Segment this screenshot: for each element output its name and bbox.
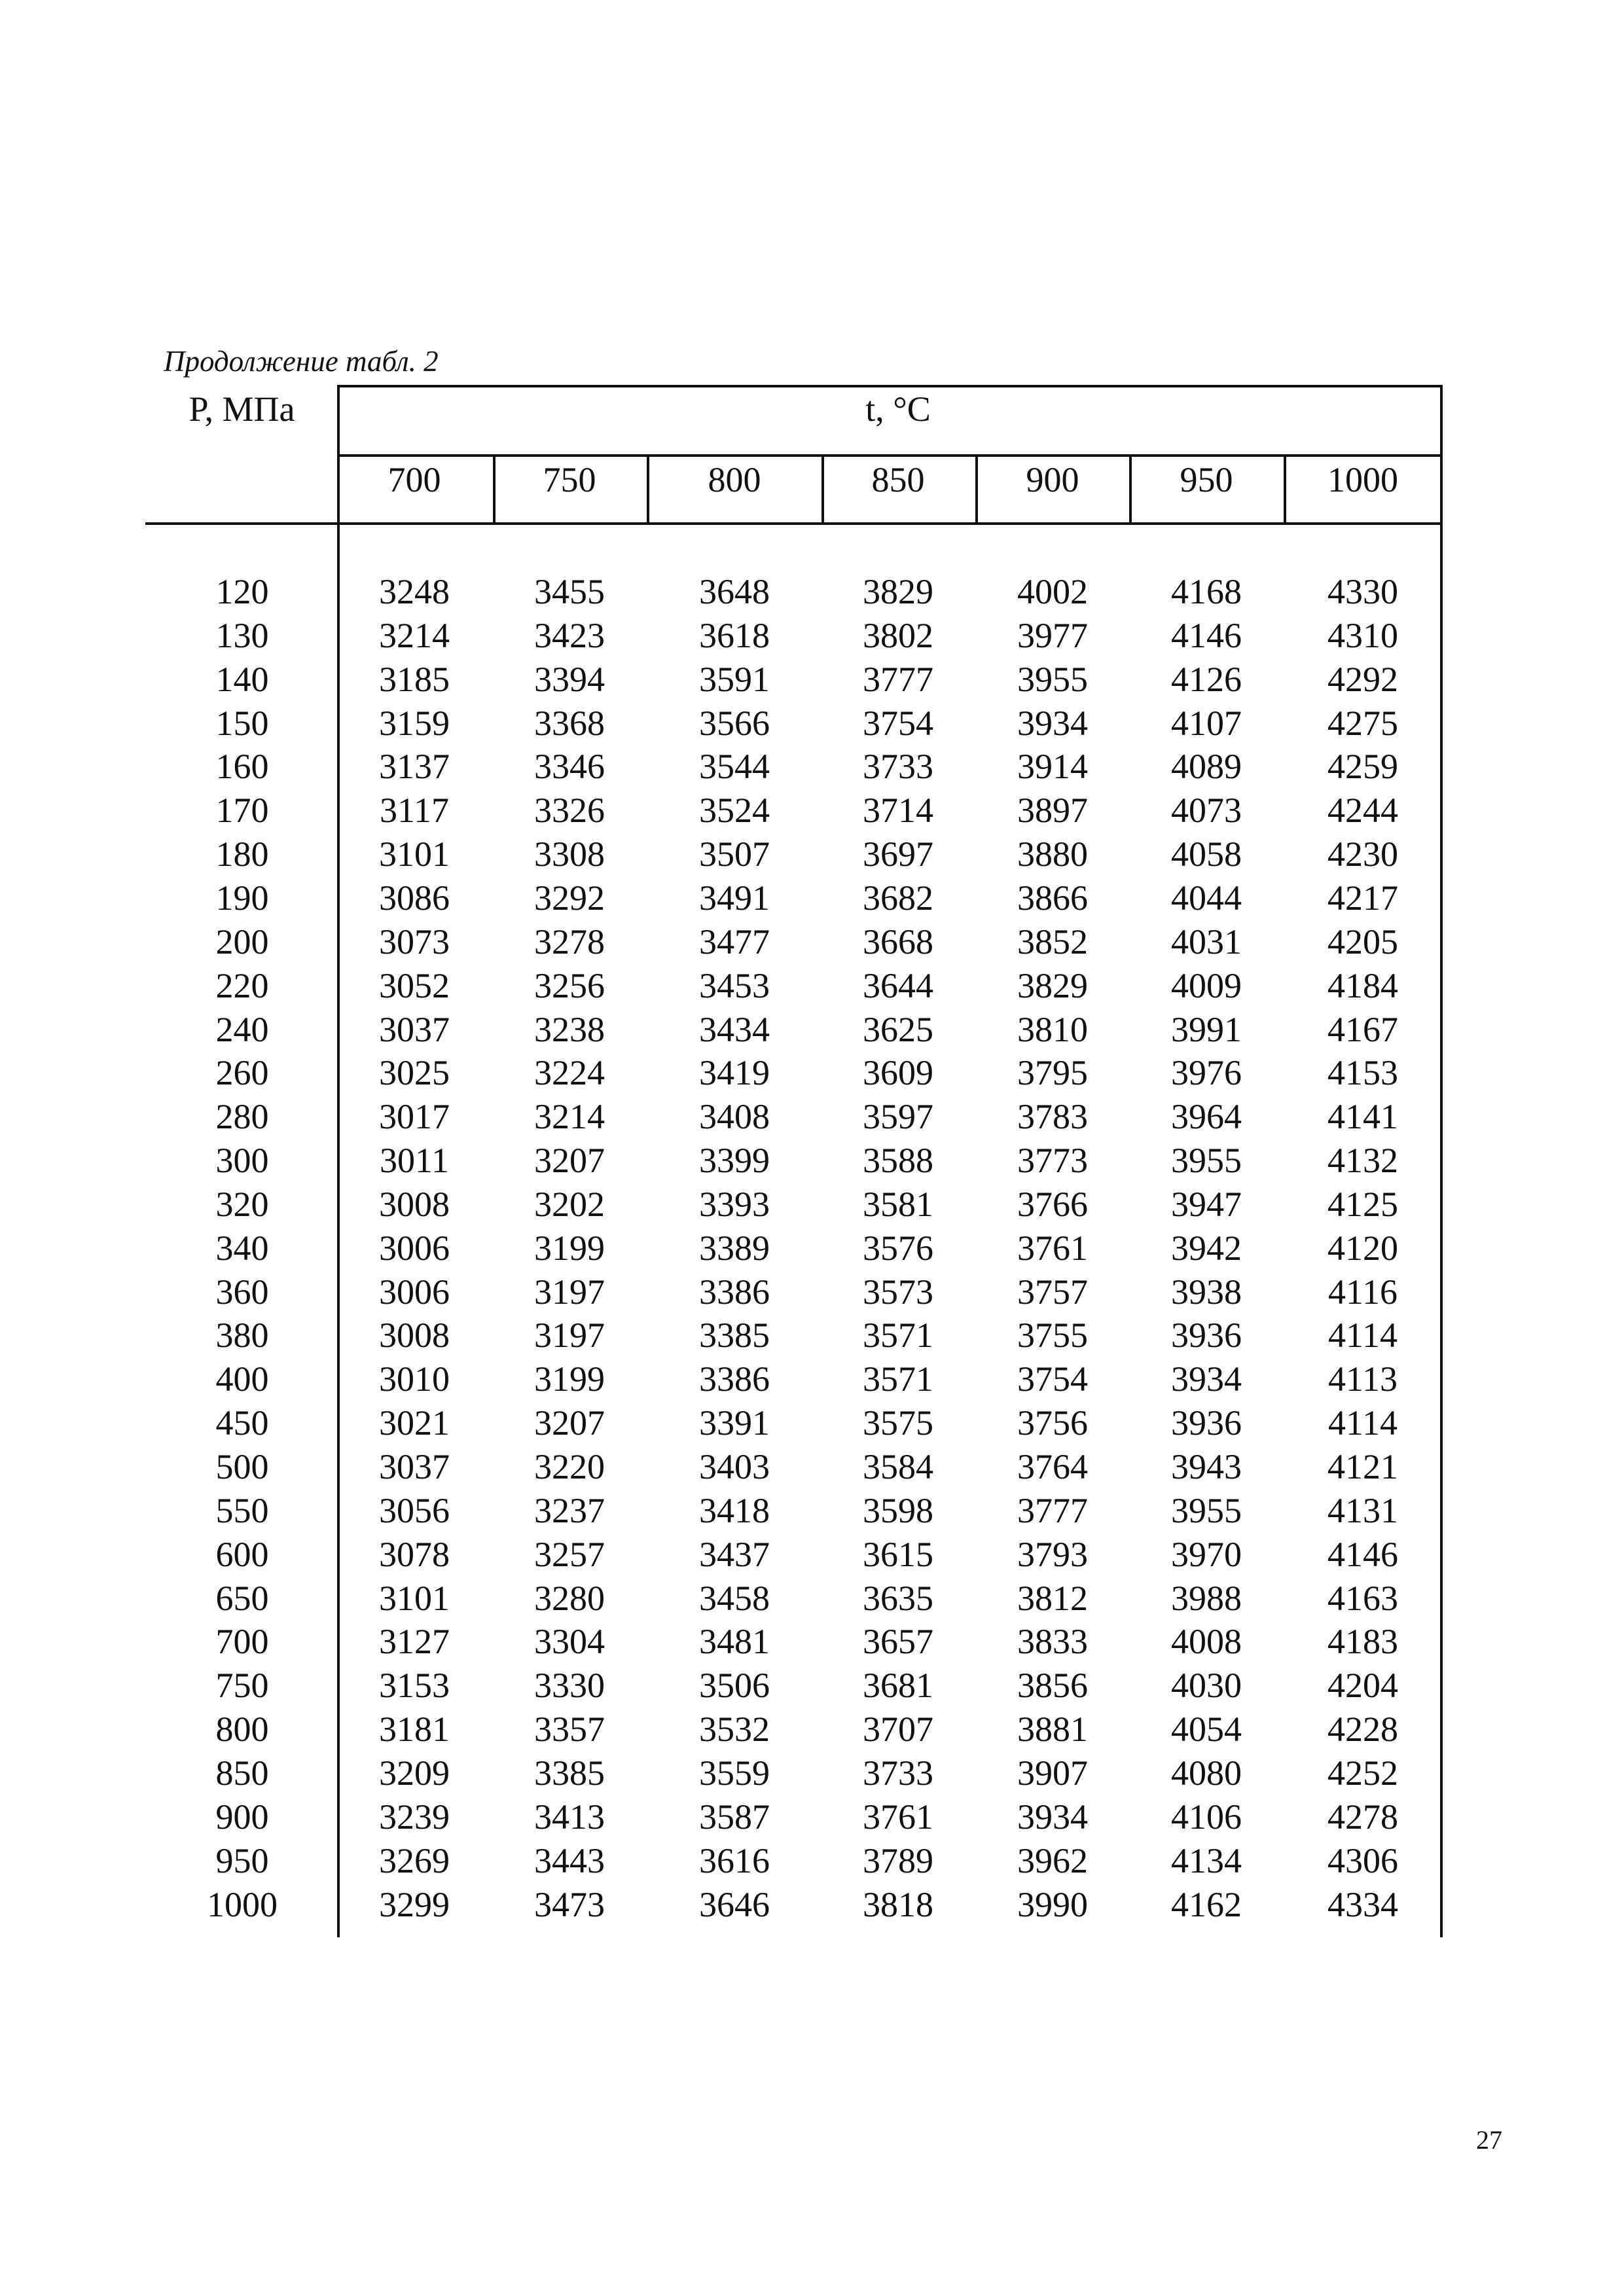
value-cell: 3615 [863, 1534, 933, 1574]
value-cell: 4217 [1327, 878, 1398, 918]
pressure-cell: 450 [215, 1403, 269, 1443]
value-cell: 3006 [379, 1228, 450, 1268]
value-cell: 3588 [863, 1141, 933, 1181]
value-cell: 4121 [1327, 1447, 1398, 1486]
table-row [0, 1227, 1624, 1270]
value-cell: 3346 [534, 747, 605, 787]
value-cell: 3934 [1017, 703, 1088, 743]
value-cell: 3793 [1017, 1534, 1088, 1574]
value-cell: 4334 [1327, 1884, 1398, 1924]
value-cell: 3773 [1017, 1141, 1088, 1181]
table-row [0, 1401, 1624, 1444]
value-cell: 3159 [379, 703, 450, 743]
value-cell: 4058 [1171, 834, 1242, 874]
value-cell: 3795 [1017, 1053, 1088, 1093]
value-cell: 3389 [699, 1228, 770, 1268]
pressure-cell: 280 [215, 1097, 269, 1137]
value-cell: 3394 [534, 659, 605, 699]
value-cell: 3025 [379, 1053, 450, 1093]
value-cell: 4132 [1327, 1141, 1398, 1181]
pressure-cell: 700 [215, 1622, 269, 1662]
temperature-column-header: 800 [708, 460, 761, 499]
value-cell: 4030 [1171, 1666, 1242, 1706]
value-cell: 3423 [534, 615, 605, 655]
temperature-column-divider [1284, 454, 1286, 525]
value-cell: 4252 [1327, 1753, 1398, 1793]
value-cell: 4031 [1171, 922, 1242, 961]
value-cell: 3598 [863, 1490, 933, 1530]
pressure-cell: 800 [215, 1710, 269, 1749]
value-cell: 3777 [863, 659, 933, 699]
table-row [0, 1839, 1624, 1882]
pressure-cell: 400 [215, 1359, 269, 1399]
table-row [0, 1489, 1624, 1532]
table-row [0, 876, 1624, 920]
pressure-cell: 140 [215, 659, 269, 699]
value-cell: 3881 [1017, 1710, 1088, 1749]
value-cell: 3073 [379, 922, 450, 961]
temperature-column-header: 850 [871, 460, 925, 499]
value-cell: 3597 [863, 1097, 933, 1137]
value-cell: 3278 [534, 922, 605, 961]
value-cell: 4310 [1327, 615, 1398, 655]
value-cell: 3239 [379, 1797, 450, 1837]
value-cell: 4106 [1171, 1797, 1242, 1837]
value-cell: 3455 [534, 572, 605, 611]
value-cell: 3934 [1171, 1359, 1242, 1399]
value-cell: 3506 [699, 1666, 770, 1706]
value-cell: 3812 [1017, 1578, 1088, 1618]
value-cell: 3707 [863, 1710, 933, 1749]
value-cell: 3304 [534, 1622, 605, 1662]
value-cell: 3256 [534, 965, 605, 1005]
value-cell: 4228 [1327, 1710, 1398, 1749]
value-cell: 3507 [699, 834, 770, 874]
table-row [0, 614, 1624, 657]
value-cell: 3955 [1171, 1141, 1242, 1181]
value-cell: 3434 [699, 1009, 770, 1049]
value-cell: 3733 [863, 747, 933, 787]
table-row [0, 1883, 1624, 1926]
value-cell: 4259 [1327, 747, 1398, 787]
table-row [0, 1751, 1624, 1795]
value-cell: 3936 [1171, 1316, 1242, 1355]
table-row [0, 1183, 1624, 1226]
value-cell: 4126 [1171, 659, 1242, 699]
value-cell: 4292 [1327, 659, 1398, 699]
value-cell: 3559 [699, 1753, 770, 1793]
table-row [0, 964, 1624, 1007]
value-cell: 3477 [699, 922, 770, 961]
value-cell: 3755 [1017, 1316, 1088, 1355]
pressure-cell: 950 [215, 1840, 269, 1880]
table-caption: Продолжение табл. 2 [164, 345, 439, 378]
value-cell: 3393 [699, 1184, 770, 1224]
value-cell: 3576 [863, 1228, 933, 1268]
pressure-column-header: P, МПа [189, 389, 295, 429]
value-cell: 3386 [699, 1359, 770, 1399]
value-cell: 3197 [534, 1272, 605, 1312]
value-cell: 3682 [863, 878, 933, 918]
pressure-cell: 320 [215, 1184, 269, 1224]
value-cell: 3368 [534, 703, 605, 743]
value-cell: 3052 [379, 965, 450, 1005]
value-cell: 3938 [1171, 1272, 1242, 1312]
value-cell: 4167 [1327, 1009, 1398, 1049]
value-cell: 3697 [863, 834, 933, 874]
table-row [0, 1795, 1624, 1839]
pressure-cell: 260 [215, 1053, 269, 1093]
value-cell: 4146 [1327, 1534, 1398, 1574]
value-cell: 3856 [1017, 1666, 1088, 1706]
value-cell: 3581 [863, 1184, 933, 1224]
temperature-column-header: 700 [388, 460, 441, 499]
value-cell: 3010 [379, 1359, 450, 1399]
table-row [0, 920, 1624, 963]
value-cell: 4168 [1171, 572, 1242, 611]
pressure-cell: 500 [215, 1447, 269, 1486]
pressure-cell: 380 [215, 1316, 269, 1355]
value-cell: 3437 [699, 1534, 770, 1574]
value-cell: 3584 [863, 1447, 933, 1486]
pressure-cell: 900 [215, 1797, 269, 1837]
value-cell: 3181 [379, 1710, 450, 1749]
table-row [0, 1095, 1624, 1138]
table-row [0, 1008, 1624, 1051]
value-cell: 3453 [699, 965, 770, 1005]
value-cell: 3970 [1171, 1534, 1242, 1574]
table-row [0, 789, 1624, 832]
value-cell: 3544 [699, 747, 770, 787]
value-cell: 3185 [379, 659, 450, 699]
value-cell: 3766 [1017, 1184, 1088, 1224]
page-number: 27 [1476, 2125, 1502, 2155]
pressure-cell: 360 [215, 1272, 269, 1312]
table-row [0, 702, 1624, 745]
value-cell: 3408 [699, 1097, 770, 1137]
value-cell: 3635 [863, 1578, 933, 1618]
pressure-cell: 340 [215, 1228, 269, 1268]
table-row [0, 833, 1624, 876]
value-cell: 4120 [1327, 1228, 1398, 1268]
value-cell: 3202 [534, 1184, 605, 1224]
temperature-column-header: 1000 [1327, 460, 1398, 499]
value-cell: 3299 [379, 1884, 450, 1924]
value-cell: 3199 [534, 1359, 605, 1399]
pressure-cell: 130 [215, 615, 269, 655]
value-cell: 3037 [379, 1447, 450, 1486]
table-row [0, 1051, 1624, 1094]
value-cell: 3829 [1017, 965, 1088, 1005]
temperature-group-header: t, °C [865, 389, 931, 429]
value-cell: 3646 [699, 1884, 770, 1924]
value-cell: 4134 [1171, 1840, 1242, 1880]
value-cell: 3532 [699, 1710, 770, 1749]
value-cell: 3214 [379, 615, 450, 655]
value-cell: 3257 [534, 1534, 605, 1574]
value-cell: 4141 [1327, 1097, 1398, 1137]
value-cell: 3943 [1171, 1447, 1242, 1486]
value-cell: 3137 [379, 747, 450, 787]
value-cell: 3575 [863, 1403, 933, 1443]
pressure-cell: 120 [215, 572, 269, 611]
value-cell: 3008 [379, 1184, 450, 1224]
table-row [0, 1139, 1624, 1182]
value-cell: 4114 [1328, 1403, 1398, 1443]
value-cell: 4125 [1327, 1184, 1398, 1224]
value-cell: 3644 [863, 965, 933, 1005]
value-cell: 3386 [699, 1272, 770, 1312]
pressure-cell: 160 [215, 747, 269, 787]
value-cell: 3101 [379, 1578, 450, 1618]
value-cell: 3990 [1017, 1884, 1088, 1924]
value-cell: 4278 [1327, 1797, 1398, 1837]
pressure-cell: 750 [215, 1666, 269, 1706]
value-cell: 3761 [863, 1797, 933, 1837]
value-cell: 3833 [1017, 1622, 1088, 1662]
pressure-cell: 550 [215, 1490, 269, 1530]
value-cell: 3006 [379, 1272, 450, 1312]
value-cell: 3491 [699, 878, 770, 918]
temperature-subheader-rule [337, 454, 1443, 457]
table-row [0, 1357, 1624, 1401]
value-cell: 4162 [1171, 1884, 1242, 1924]
value-cell: 4306 [1327, 1840, 1398, 1880]
value-cell: 4116 [1328, 1272, 1398, 1312]
value-cell: 3756 [1017, 1403, 1088, 1443]
value-cell: 3078 [379, 1534, 450, 1574]
value-cell: 4080 [1171, 1753, 1242, 1793]
value-cell: 3587 [699, 1797, 770, 1837]
value-cell: 3207 [534, 1141, 605, 1181]
value-cell: 3616 [699, 1840, 770, 1880]
pressure-cell: 200 [215, 922, 269, 961]
value-cell: 3648 [699, 572, 770, 611]
value-cell: 4008 [1171, 1622, 1242, 1662]
value-cell: 4163 [1327, 1578, 1398, 1618]
value-cell: 3789 [863, 1840, 933, 1880]
value-cell: 3783 [1017, 1097, 1088, 1137]
pressure-cell: 850 [215, 1753, 269, 1793]
value-cell: 3037 [379, 1009, 450, 1049]
value-cell: 4089 [1171, 747, 1242, 787]
value-cell: 4009 [1171, 965, 1242, 1005]
value-cell: 3399 [699, 1141, 770, 1181]
pressure-cell: 240 [215, 1009, 269, 1049]
value-cell: 3977 [1017, 615, 1088, 655]
value-cell: 3326 [534, 791, 605, 831]
value-cell: 3101 [379, 834, 450, 874]
table-row [0, 1445, 1624, 1488]
value-cell: 3197 [534, 1316, 605, 1355]
value-cell: 4244 [1327, 791, 1398, 831]
table-row [0, 1708, 1624, 1751]
value-cell: 3818 [863, 1884, 933, 1924]
temperature-column-divider [647, 454, 649, 525]
temperature-column-header: 900 [1026, 460, 1079, 499]
value-cell: 4230 [1327, 834, 1398, 874]
value-cell: 3385 [699, 1316, 770, 1355]
value-cell: 3936 [1171, 1403, 1242, 1443]
value-cell: 3008 [379, 1316, 450, 1355]
value-cell: 3777 [1017, 1490, 1088, 1530]
value-cell: 3207 [534, 1403, 605, 1443]
value-cell: 4146 [1171, 615, 1242, 655]
value-cell: 3153 [379, 1666, 450, 1706]
value-cell: 4184 [1327, 965, 1398, 1005]
value-cell: 3220 [534, 1447, 605, 1486]
value-cell: 3802 [863, 615, 933, 655]
value-cell: 3199 [534, 1228, 605, 1268]
pressure-cell: 220 [215, 965, 269, 1005]
value-cell: 3625 [863, 1009, 933, 1049]
value-cell: 3237 [534, 1490, 605, 1530]
value-cell: 3942 [1171, 1228, 1242, 1268]
value-cell: 3209 [379, 1753, 450, 1793]
value-cell: 3757 [1017, 1272, 1088, 1312]
table-row [0, 745, 1624, 788]
value-cell: 3754 [863, 703, 933, 743]
value-cell: 3403 [699, 1447, 770, 1486]
value-cell: 3443 [534, 1840, 605, 1880]
table-row [0, 570, 1624, 613]
value-cell: 4204 [1327, 1666, 1398, 1706]
value-cell: 3269 [379, 1840, 450, 1880]
value-cell: 3011 [380, 1141, 449, 1181]
value-cell: 3829 [863, 572, 933, 611]
value-cell: 3566 [699, 703, 770, 743]
value-cell: 4205 [1327, 922, 1398, 961]
value-cell: 3419 [699, 1053, 770, 1093]
value-cell: 3021 [379, 1403, 450, 1443]
value-cell: 3571 [863, 1316, 933, 1355]
value-cell: 3330 [534, 1666, 605, 1706]
value-cell: 3880 [1017, 834, 1088, 874]
value-cell: 3573 [863, 1272, 933, 1312]
value-cell: 3714 [863, 791, 933, 831]
value-cell: 3292 [534, 878, 605, 918]
value-cell: 3357 [534, 1710, 605, 1749]
value-cell: 4114 [1328, 1316, 1398, 1355]
table-row [0, 1620, 1624, 1663]
value-cell: 4107 [1171, 703, 1242, 743]
value-cell: 3248 [379, 572, 450, 611]
value-cell: 3657 [863, 1622, 933, 1662]
value-cell: 3947 [1171, 1184, 1242, 1224]
value-cell: 3914 [1017, 747, 1088, 787]
temperature-column-header: 950 [1180, 460, 1233, 499]
value-cell: 3609 [863, 1053, 933, 1093]
value-cell: 3668 [863, 922, 933, 961]
pressure-cell: 600 [215, 1534, 269, 1574]
value-cell: 3127 [379, 1622, 450, 1662]
header-bottom-rule [145, 522, 1443, 525]
value-cell: 3473 [534, 1884, 605, 1924]
value-cell: 4330 [1327, 572, 1398, 611]
value-cell: 3117 [380, 791, 449, 831]
value-cell: 3761 [1017, 1228, 1088, 1268]
value-cell: 3524 [699, 791, 770, 831]
value-cell: 3238 [534, 1009, 605, 1049]
value-cell: 3681 [863, 1666, 933, 1706]
value-cell: 3481 [699, 1622, 770, 1662]
value-cell: 4073 [1171, 791, 1242, 831]
pressure-cell: 180 [215, 834, 269, 874]
value-cell: 3308 [534, 834, 605, 874]
value-cell: 3086 [379, 878, 450, 918]
value-cell: 4054 [1171, 1710, 1242, 1749]
value-cell: 3934 [1017, 1797, 1088, 1837]
table-row [0, 1664, 1624, 1707]
value-cell: 4002 [1017, 572, 1088, 611]
value-cell: 4183 [1327, 1622, 1398, 1662]
value-cell: 3591 [699, 659, 770, 699]
value-cell: 3988 [1171, 1578, 1242, 1618]
pressure-cell: 300 [215, 1141, 269, 1181]
value-cell: 3964 [1171, 1097, 1242, 1137]
value-cell: 3391 [699, 1403, 770, 1443]
value-cell: 4113 [1328, 1359, 1398, 1399]
value-cell: 3907 [1017, 1753, 1088, 1793]
value-cell: 3754 [1017, 1359, 1088, 1399]
value-cell: 3413 [534, 1797, 605, 1837]
value-cell: 3571 [863, 1359, 933, 1399]
value-cell: 3810 [1017, 1009, 1088, 1049]
pressure-cell: 190 [215, 878, 269, 918]
pressure-cell: 170 [215, 791, 269, 831]
value-cell: 4131 [1327, 1490, 1398, 1530]
value-cell: 4044 [1171, 878, 1242, 918]
value-cell: 4275 [1327, 703, 1398, 743]
value-cell: 3056 [379, 1490, 450, 1530]
value-cell: 3897 [1017, 791, 1088, 831]
value-cell: 3764 [1017, 1447, 1088, 1486]
value-cell: 3733 [863, 1753, 933, 1793]
value-cell: 3991 [1171, 1009, 1242, 1049]
value-cell: 3418 [699, 1490, 770, 1530]
value-cell: 3955 [1017, 659, 1088, 699]
temperature-column-header: 750 [543, 460, 596, 499]
value-cell: 3618 [699, 615, 770, 655]
value-cell: 3976 [1171, 1053, 1242, 1093]
pressure-cell: 150 [215, 703, 269, 743]
value-cell: 3866 [1017, 878, 1088, 918]
table-row [0, 1533, 1624, 1576]
pressure-cell: 650 [215, 1578, 269, 1618]
table-row [0, 658, 1624, 701]
pressure-cell: 1000 [207, 1884, 278, 1924]
table-row [0, 1577, 1624, 1620]
value-cell: 3962 [1017, 1840, 1088, 1880]
value-cell: 3224 [534, 1053, 605, 1093]
table-row [0, 1314, 1624, 1357]
value-cell: 3458 [699, 1578, 770, 1618]
value-cell: 3955 [1171, 1490, 1242, 1530]
value-cell: 3385 [534, 1753, 605, 1793]
value-cell: 4153 [1327, 1053, 1398, 1093]
value-cell: 3214 [534, 1097, 605, 1137]
value-cell: 3017 [379, 1097, 450, 1137]
value-cell: 3280 [534, 1578, 605, 1618]
table-row [0, 1270, 1624, 1314]
value-cell: 3852 [1017, 922, 1088, 961]
